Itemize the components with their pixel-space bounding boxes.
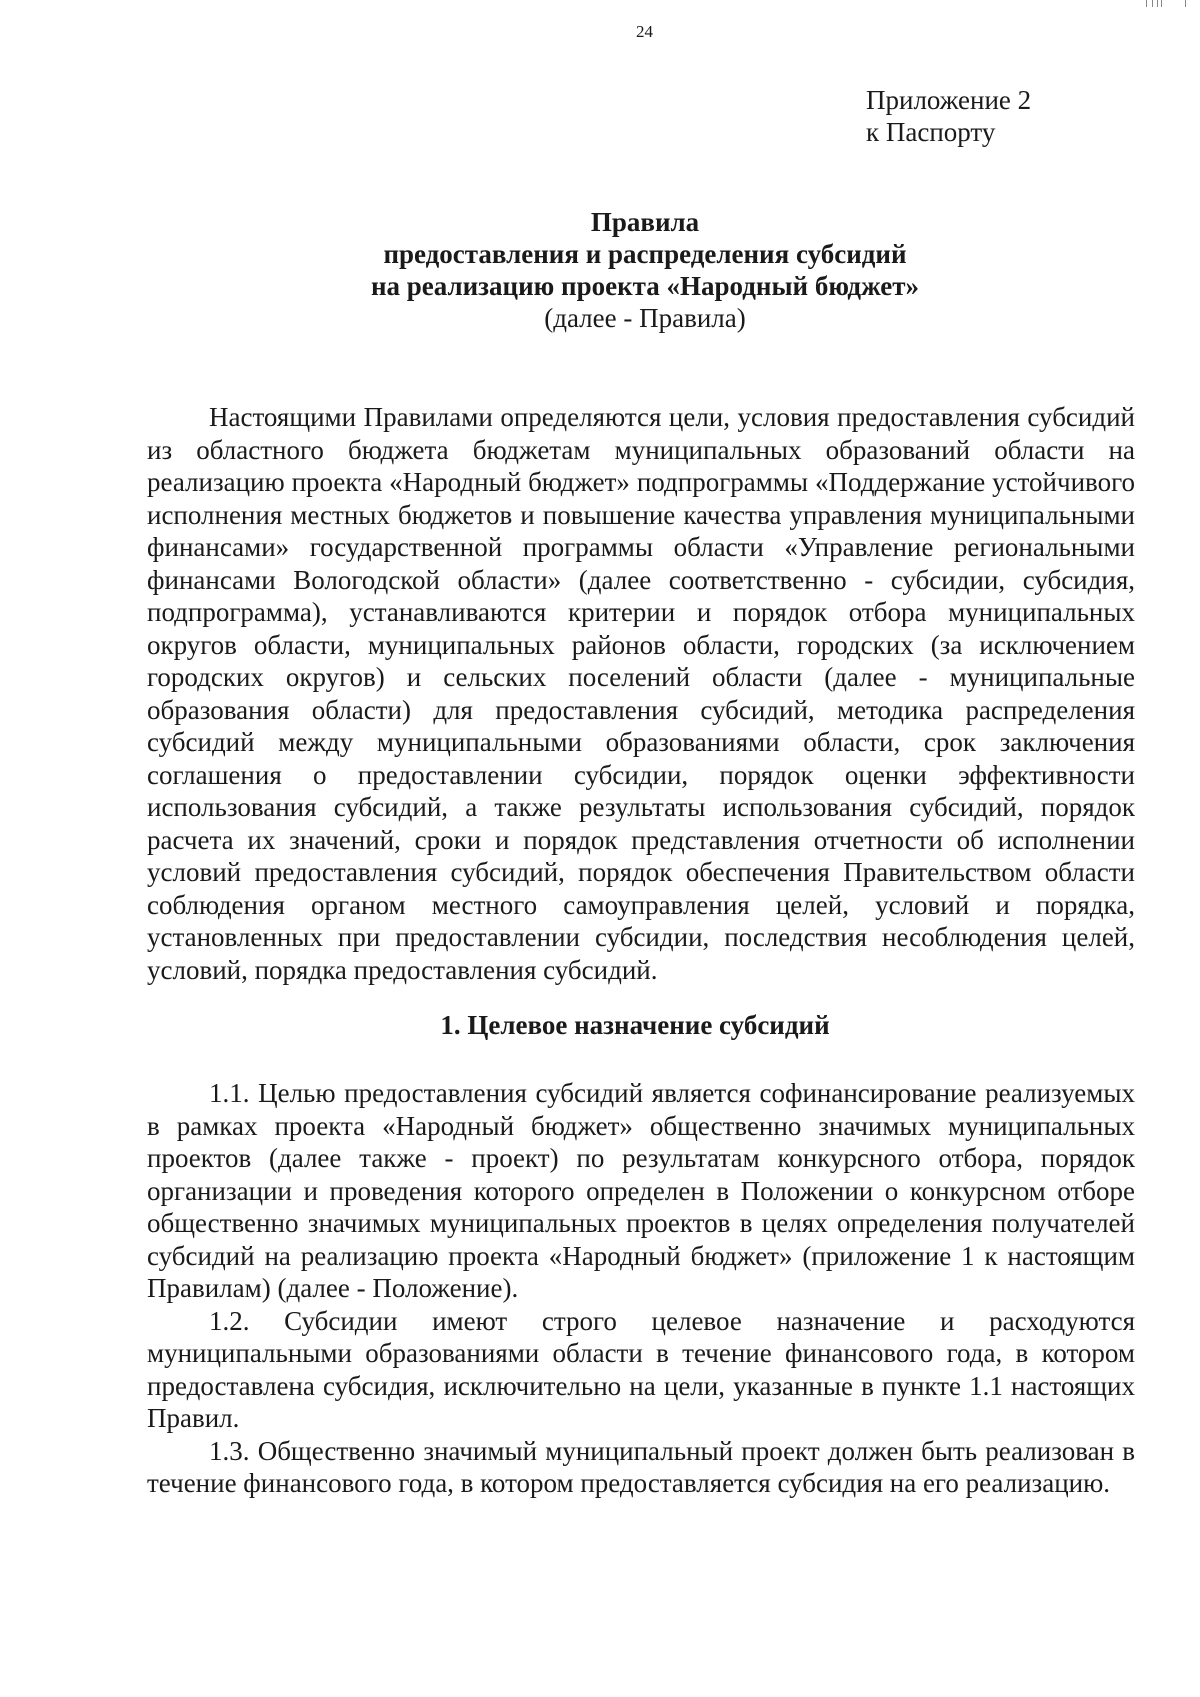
scan-edge-marks xyxy=(1140,0,1200,8)
intro-section xyxy=(147,401,1135,986)
annex-line-2: к Паспорту xyxy=(866,117,996,147)
section-1-body xyxy=(147,1077,1135,1500)
clause-1-2: 1.2. Субсидии имеют строго целевое назначение и расходуются муниципальными образованиями области в течение финансового года, в котором предоставлена субсидия, исключительно на цели, указанные в пункте 1.1 настоящих Правил. xyxy=(147,1305,1135,1433)
title-line-1: Правила xyxy=(590,207,700,237)
clause-1-1: 1.1. Целью предоставления субсидий является софинансирование реализуемых в рамках проекта «Народный бюджет» общественно значимых муниципальных проектов (далее также - проект) по результатам конкурсного отбора, порядок организации и проведения которого определен в Положении о конкурсном отборе общественно значимых муниципальных проектов в целях определения получателей субсидий на реализацию проекта «Народный бюджет» (приложение 1 к настоящим Правилам) (далее - Положение). xyxy=(147,1078,1135,1303)
annex-reference xyxy=(866,84,1031,148)
title-line-4: (далее - Правила) xyxy=(544,303,746,333)
title-line-2: предоставления и распределения субсидий xyxy=(383,239,907,269)
intro-paragraph: Настоящими Правилами определяются цели, условия предоставления субсидий из областного бюджета бюджетам муниципальных образований области на реализацию проекта «Народный бюджет» подпрограммы «Поддержание устойчивого исполнения местных бюджетов и повышение качества управления муниципальными финансами» государственной программы области «Управление региональными финансами Вологодской области» (далее соответственно - субсидии, субсидия, подпрограмма), устанавливаются критерии и порядок отбора муниципальных округов области, муниципальных районов области, городских (за исключением городских округов) и сельских поселений области (далее - муниципальные образования области) для предоставления субсидий, методика распределения субсидий между муниципальными образованиями области, срок заключения соглашения о предоставлении субсидии, порядок оценки эффективности использования субсидий, а также результаты использования субсидий, порядок расчета их значений, сроки и порядок представления отчетности об исполнении условий предоставления субсидий, порядок обеспечения Правительством области соблюдения органом местного самоуправления целей, условий и порядка, установленных при предоставлении субсидии, последствия несоблюдения целей, условий, порядка предоставления субсидий. xyxy=(147,402,1135,985)
section-1-heading: 1. Целевое назначение субсидий xyxy=(440,1010,830,1040)
annex-line-1: Приложение 2 xyxy=(866,85,1032,115)
page-number: 24 xyxy=(636,22,653,41)
title-line-3: на реализацию проекта «Народный бюджет» xyxy=(370,271,920,301)
document-title xyxy=(0,206,1200,334)
clause-1-3: 1.3. Общественно значимый муниципальный проект должен быть реализован в течение финансового года, в котором предоставляется субсидия на его реализацию. xyxy=(147,1435,1135,1498)
